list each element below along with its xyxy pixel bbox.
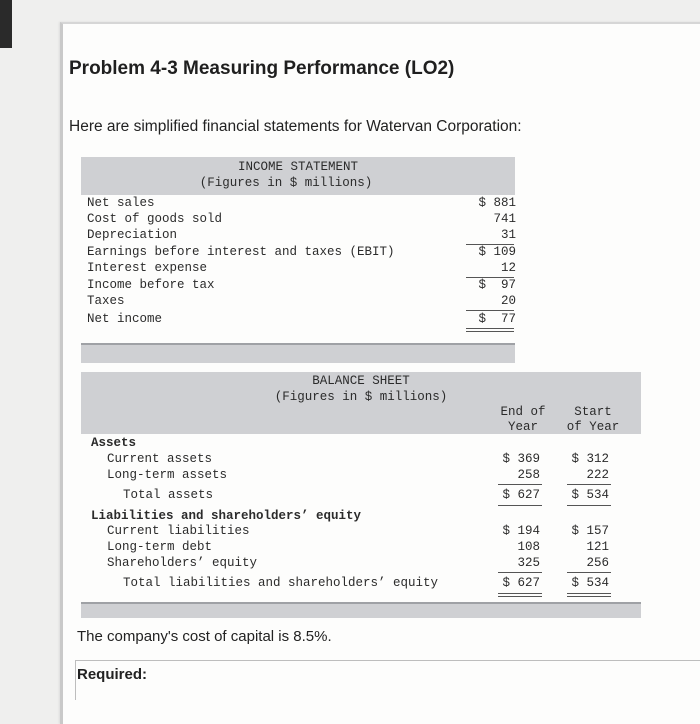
income-statement-body [81,195,515,331]
is-value-taxes: 20 [500,294,516,308]
is-value-cogs: 741 [493,212,516,226]
is-label-interest: Interest expense [87,261,208,275]
is-rule-4 [466,328,514,329]
problem-page [60,22,700,724]
bs-start-current-assets: $ 312 [571,452,609,466]
balance-sheet-footer-band [81,602,641,618]
bs-rule-total-liab-start-1 [567,593,611,594]
is-label-net-sales: Net sales [87,196,155,210]
bs-label-current-liabilities: Current liabilities [107,524,250,538]
bs-end-shareholders-equity: 325 [517,556,540,570]
balance-sheet-header [81,372,641,434]
income-statement-footer-band [81,343,515,363]
bs-start-shareholders-equity: 256 [586,556,609,570]
bs-start-current-liabilities: $ 157 [571,524,609,538]
balance-sheet-footer-line [81,602,641,604]
problem-title: Problem 4-3 Measuring Performance (LO2) [69,58,455,79]
is-rule-5 [466,331,514,332]
bs-liabilities-label: Liabilities and shareholders’ equity [91,509,362,523]
required-divider-left [75,660,76,700]
col-head-end-of-year [495,405,551,435]
is-value-depreciation: 31 [500,228,516,242]
bs-end-long-term-assets: 258 [517,468,540,482]
required-divider [75,660,700,661]
income-statement-header [81,157,515,195]
bs-label-long-term-debt: Long-term debt [107,540,213,554]
bs-end-current-liabilities: $ 194 [502,524,540,538]
income-statement-heading: INCOME STATEMENT [237,160,359,174]
col-head-start-line2: of Year [566,420,620,434]
bs-rule-total-assets-start [567,505,611,506]
bs-rule-liab-end [498,572,542,573]
is-label-taxes: Taxes [87,294,125,308]
bs-rule-liab-start [567,572,611,573]
bs-label-shareholders-equity: Shareholders’ equity [107,556,258,570]
is-value-income-before-tax: $ 97 [478,278,516,292]
bs-start-total-assets: $ 534 [571,488,609,502]
bs-end-total-liabilities: $ 627 [502,576,540,590]
bs-rule-total-assets-end [498,505,542,506]
bs-rule-assets-end [498,484,542,485]
is-label-cogs: Cost of goods sold [87,212,223,226]
col-head-end-line1: End of [500,405,546,419]
is-label-income-before-tax: Income before tax [87,278,215,292]
balance-sheet-heading: BALANCE SHEET [312,374,410,388]
left-edge-mark [0,0,12,48]
intro-text: Here are simplified financial statements for Watervan Corporation: [69,118,522,135]
income-statement-table [81,157,515,367]
is-value-net-income: $ 77 [478,312,516,326]
bs-rule-total-liab-start-2 [567,596,611,597]
bs-label-current-assets: Current assets [107,452,213,466]
bs-end-current-assets: $ 369 [502,452,540,466]
bs-rule-assets-start [567,484,611,485]
income-statement-subheading: (Figures in $ millions) [199,176,373,190]
required-heading: Required: [77,666,148,683]
is-value-interest: 12 [500,261,516,275]
bs-label-total-liabilities: Total liabilities and shareholders’ equity [123,576,439,590]
bs-start-total-liabilities: $ 534 [571,576,609,590]
cost-of-capital-text: The company's cost of capital is 8.5%. [77,628,332,645]
bs-end-long-term-debt: 108 [517,540,540,554]
bs-end-total-assets: $ 627 [502,488,540,502]
balance-sheet-table [81,372,641,632]
bs-label-long-term-assets: Long-term assets [107,468,228,482]
is-value-ebit: $ 109 [478,245,516,259]
balance-sheet-subheading: (Figures in $ millions) [274,390,448,404]
bs-start-long-term-assets: 222 [586,468,609,482]
is-label-net-income: Net income [87,312,163,326]
bs-start-long-term-debt: 121 [586,540,609,554]
bs-rule-total-liab-end-1 [498,593,542,594]
is-label-depreciation: Depreciation [87,228,178,242]
col-head-start-of-year [565,405,621,435]
bs-label-total-assets: Total assets [123,488,214,502]
is-label-ebit: Earnings before interest and taxes (EBIT) [87,245,395,259]
col-head-end-line2: Year [507,420,538,434]
bs-rule-total-liab-end-2 [498,596,542,597]
income-statement-footer-line [81,343,515,345]
col-head-start-line1: Start [574,405,612,419]
is-value-net-sales: $ 881 [478,196,516,210]
bs-assets-label: Assets [91,436,137,450]
